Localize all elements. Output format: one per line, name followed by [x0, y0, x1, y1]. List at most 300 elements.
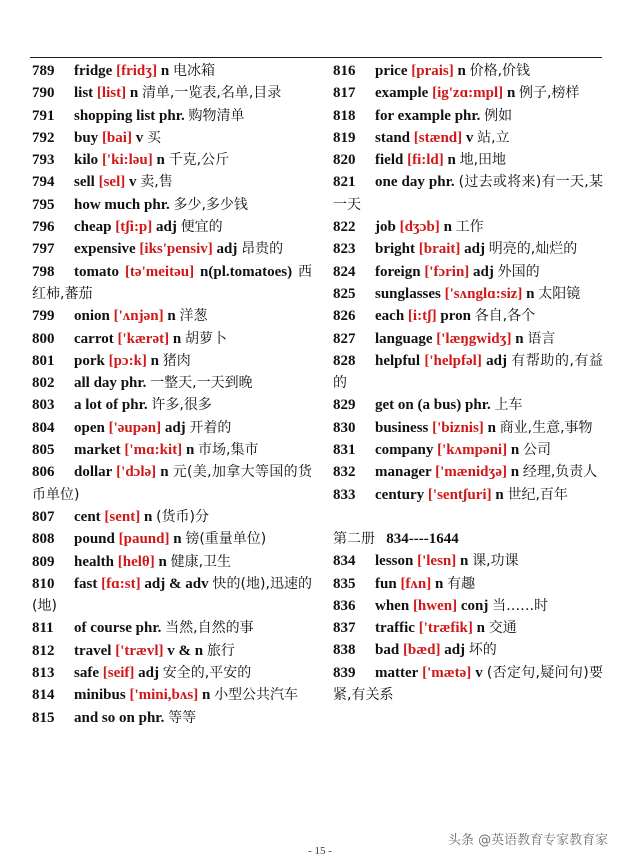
entry-number: 796: [32, 219, 55, 236]
entry-phonetic: ['mini,bʌs]: [129, 687, 199, 704]
entry-number: 818: [333, 107, 356, 124]
entry-meaning: 安全的,平安的: [162, 665, 252, 682]
entry-phonetic: ['lesn]: [417, 553, 457, 570]
entry-pos: n: [160, 63, 170, 79]
entry-word: field: [375, 152, 404, 169]
entry-pos: n: [460, 553, 469, 570]
entry-meaning: 卖,售: [140, 174, 173, 191]
entry-meaning: 等等: [168, 709, 197, 726]
entry-meaning: 镑(重量单位): [185, 531, 267, 548]
entry-number: 814: [32, 687, 55, 704]
entry-meaning: 小型公共汽车: [214, 687, 299, 704]
entry-pos: n: [526, 285, 535, 302]
entry-phonetic: ['mætə]: [422, 664, 472, 681]
vocab-entry: [333, 394, 603, 416]
entry-meaning: (货币)分: [156, 508, 210, 525]
entry-meaning: 各自,各个: [474, 308, 536, 325]
vocab-entry: [32, 528, 312, 550]
entry-word: fun: [375, 575, 397, 592]
entry-meaning: 上车: [494, 397, 523, 414]
entry-phonetic: [fʌn]: [400, 575, 432, 592]
entry-word: cheap: [74, 219, 112, 236]
entry-meaning: 坏的: [468, 642, 497, 659]
entry-word: bright: [375, 241, 416, 258]
entry-word: bad: [375, 642, 400, 659]
entry-word: buy: [74, 129, 99, 146]
entry-word: language: [375, 330, 433, 347]
entry-meaning: 工作: [455, 219, 484, 236]
entry-pos: adj: [164, 419, 186, 436]
entry-phonetic: ['dɔlə]: [116, 464, 157, 481]
entry-number: 799: [32, 308, 55, 325]
entry-phonetic: [iks'pensiv]: [139, 241, 213, 258]
left-column: [32, 60, 312, 729]
entry-number: 827: [333, 330, 356, 347]
entry-meaning: 有趣: [447, 575, 476, 592]
entry-pos: n: [447, 152, 456, 169]
entry-word: century: [375, 486, 425, 503]
entry-word: tomato: [74, 263, 119, 280]
entry-number: 835: [333, 575, 356, 592]
entry-meaning: 电冰箱: [172, 63, 215, 79]
entry-pos: v: [465, 129, 474, 146]
vocab-entry: [32, 684, 312, 706]
entry-word: get on (a bus): [375, 397, 462, 414]
entry-pos: conj: [460, 597, 489, 614]
entry-word: travel: [74, 642, 112, 659]
entry-word: price: [375, 63, 408, 79]
vocab-entry: [32, 60, 312, 82]
entry-phonetic: [dʒɔb]: [399, 219, 440, 236]
entry-word: list: [74, 85, 94, 102]
entry-number: 801: [32, 352, 55, 369]
entry-meaning: 洋葱: [179, 308, 208, 325]
vocab-entry: [333, 105, 603, 127]
vocab-entry: [333, 149, 603, 171]
vocab-entry: [333, 484, 603, 506]
vocab-entry: [333, 417, 603, 439]
entry-phonetic: [stænd]: [413, 129, 463, 146]
watermark: 头条 @英语教育专家教育家: [448, 833, 609, 848]
entry-word: sunglasses: [375, 285, 441, 302]
vocab-entry: [32, 238, 312, 260]
entry-phonetic: [bai]: [101, 129, 132, 146]
vocab-entry: [333, 216, 603, 238]
entry-phonetic: ['trævl]: [115, 642, 164, 659]
entry-meaning: (否定句,疑问句)要紧,有关系: [333, 664, 604, 704]
entry-word: fridge: [74, 63, 113, 79]
entry-word: and so on: [74, 709, 135, 726]
entry-pos: n: [173, 531, 182, 548]
entry-phonetic: [bæd]: [402, 642, 441, 659]
entry-word: kilo: [74, 152, 99, 169]
entry-meaning: 便宜的: [180, 219, 223, 236]
right-column: [333, 60, 603, 706]
vocab-entry: [32, 640, 312, 662]
entry-pos: adj & adv: [144, 575, 209, 592]
entry-meaning: 外国的: [497, 263, 540, 280]
entry-number: 810: [32, 575, 55, 592]
entry-pos: n: [160, 464, 169, 481]
entry-meaning: 买: [146, 129, 161, 146]
vocab-entry: [32, 506, 312, 528]
entry-number: 789: [32, 63, 55, 79]
vocab-entry: [32, 394, 312, 416]
entry-meaning: 当……时: [492, 597, 549, 614]
vocab-entry: [333, 127, 603, 149]
entry-word: safe: [74, 665, 99, 682]
entry-number: 807: [32, 508, 55, 525]
entry-pos: n: [156, 152, 165, 169]
vocab-entry: [32, 350, 312, 372]
vocab-entry: [32, 707, 312, 729]
entry-meaning: 胡萝卜: [184, 330, 227, 347]
entry-number: 815: [32, 709, 55, 726]
entry-word: one day: [375, 174, 425, 191]
entry-word: carrot: [74, 330, 114, 347]
entry-number: 794: [32, 174, 55, 191]
entry-word: minibus: [74, 687, 126, 704]
entry-phonetic: [sel]: [98, 174, 126, 191]
vocab-entry: [333, 461, 603, 483]
vocab-entry: [32, 261, 312, 306]
entry-pos: phr.: [121, 397, 148, 414]
entry-number: 823: [333, 241, 356, 258]
entry-phonetic: [ig'zɑ:mpl]: [432, 85, 504, 102]
entry-pos: n: [201, 687, 211, 704]
entry-word: traffic: [375, 620, 415, 637]
entry-meaning: 交通: [488, 620, 517, 637]
entry-number: 833: [333, 486, 356, 503]
entry-phonetic: ['kʌmpəni]: [437, 442, 508, 459]
section-range: 834----1644: [386, 530, 459, 547]
entry-number: 790: [32, 85, 55, 102]
entry-meaning: 当然,自然的事: [165, 620, 254, 637]
entry-number: 828: [333, 352, 356, 369]
entry-word: onion: [74, 308, 110, 325]
vocab-entry: [333, 550, 603, 572]
entry-pos: n: [510, 464, 520, 481]
vocab-entry: [333, 573, 603, 595]
entry-number: 839: [333, 664, 356, 681]
entry-word: cent: [74, 508, 101, 525]
entry-meaning: 健康,卫生: [170, 553, 232, 570]
entry-number: 838: [333, 642, 356, 659]
entry-meaning: 价格,价钱: [469, 63, 531, 79]
entry-word: all day: [74, 375, 117, 392]
entry-pos: phr.: [120, 375, 147, 392]
entry-meaning: 太阳镜: [538, 285, 581, 302]
entry-word: how much: [74, 196, 141, 213]
entry-pos: n: [435, 575, 444, 592]
entry-phonetic: [sent]: [104, 508, 141, 525]
entry-pos: n(pl.tomatoes): [200, 263, 293, 280]
vocab-entry: [333, 328, 603, 350]
entry-phonetic: ['helpfəl]: [424, 352, 482, 369]
right-entries-a: [333, 60, 603, 506]
entry-number: 819: [333, 129, 356, 146]
entry-phonetic: [paund]: [118, 531, 170, 548]
entry-phonetic: [seif]: [102, 665, 135, 682]
entry-pos: n: [457, 63, 466, 79]
entry-pos: n: [515, 330, 524, 347]
entry-word: stand: [375, 129, 411, 146]
section-title: 第二册: [333, 530, 375, 547]
entry-word: business: [375, 419, 429, 436]
entry-number: 805: [32, 442, 55, 459]
entry-number: 804: [32, 419, 55, 436]
entry-meaning: 地,田地: [459, 152, 507, 169]
entry-number: 832: [333, 464, 356, 481]
vocab-entry: [333, 662, 603, 707]
entry-meaning: 元(美,加拿大等国的货币单位): [32, 464, 313, 503]
section-gap: [333, 506, 603, 528]
entry-pos: phr.: [135, 620, 162, 637]
entry-phonetic: [i:tʃ]: [407, 308, 437, 325]
entry-phonetic: ['sʌnglɑ:siz]: [444, 285, 523, 302]
entry-pos: phr.: [465, 397, 491, 414]
entry-pos: n: [185, 442, 195, 459]
vocab-entry: [333, 617, 603, 639]
entry-pos: n: [167, 308, 176, 325]
entry-pos: adj: [464, 241, 486, 258]
vocab-entry: [32, 439, 312, 461]
entry-word: a lot of: [74, 397, 119, 414]
entry-pos: n: [158, 553, 167, 570]
entry-number: 836: [333, 597, 356, 614]
vocab-entry: [333, 82, 603, 104]
entry-pos: n: [443, 219, 452, 236]
entry-number: 820: [333, 152, 356, 169]
entry-meaning: 旅行: [206, 642, 235, 659]
section-heading: [333, 528, 603, 550]
entry-meaning: 公司: [522, 442, 551, 459]
entry-meaning: 经理,负责人: [522, 464, 598, 481]
entry-number: 798: [32, 263, 55, 280]
vocab-entry: [333, 639, 603, 661]
entry-word: pork: [74, 352, 105, 369]
entry-phonetic: ['fɔrin]: [424, 263, 470, 280]
entry-meaning: 多少,多少钱: [173, 196, 248, 213]
entry-word: expensive: [74, 241, 136, 258]
entry-number: 811: [32, 620, 54, 637]
entry-pos: n: [172, 330, 182, 347]
entry-pos: adj: [156, 219, 177, 236]
entry-pos: adj: [473, 263, 494, 280]
entry-pos: v: [135, 129, 144, 146]
entry-number: 797: [32, 241, 55, 258]
entry-word: manager: [375, 464, 432, 481]
entry-number: 822: [333, 219, 356, 236]
entry-number: 829: [333, 397, 356, 414]
entry-number: 826: [333, 308, 356, 325]
entry-number: 800: [32, 330, 55, 347]
entry-meaning: 商业,生意,事物: [499, 419, 593, 436]
entry-phonetic: ['mɑ:kit]: [124, 442, 183, 459]
entry-phonetic: [pɔ:k]: [108, 352, 147, 369]
entry-word: matter: [375, 664, 419, 681]
entry-phonetic: ['kærət]: [117, 330, 170, 347]
entry-word: job: [375, 219, 396, 236]
entry-number: 825: [333, 285, 356, 302]
entry-number: 792: [32, 129, 55, 146]
entry-number: 830: [333, 419, 356, 436]
entry-number: 802: [32, 375, 55, 392]
entry-meaning: 猪肉: [162, 352, 191, 369]
entry-meaning: 例如: [484, 107, 513, 124]
entry-meaning: 清单,一览表,名单,目录: [141, 85, 282, 102]
entry-phonetic: [brait]: [418, 241, 461, 258]
entry-word: dollar: [74, 464, 113, 481]
right-entries-b: [333, 550, 603, 706]
entry-number: 824: [333, 263, 356, 280]
entry-number: 812: [32, 642, 55, 659]
entry-word: company: [375, 442, 434, 459]
entry-meaning: 市场,集市: [198, 442, 259, 459]
entry-number: 809: [32, 553, 55, 570]
vocab-entry: [32, 171, 312, 193]
entry-pos: phr.: [144, 196, 170, 213]
entry-number: 806: [32, 464, 55, 481]
vocab-entry: [333, 283, 603, 305]
vocab-entry: [32, 105, 312, 127]
entry-meaning: 例子,榜样: [519, 85, 580, 102]
entry-number: 821: [333, 174, 356, 191]
entry-number: 808: [32, 531, 55, 548]
entry-meaning: 昂贵的: [241, 241, 284, 258]
entry-phonetic: [tʃi:p]: [115, 219, 153, 236]
entry-meaning: 课,功课: [472, 553, 519, 570]
vocab-entry: [333, 350, 603, 395]
top-rule: [30, 57, 602, 58]
entry-pos: pron: [440, 308, 471, 325]
entry-word: fast: [74, 575, 98, 592]
entry-word: pound: [74, 531, 115, 548]
entry-meaning: 语言: [527, 330, 556, 347]
entry-number: 791: [32, 107, 55, 124]
entry-meaning: 快的(地),迅速的(地): [32, 575, 313, 615]
entry-phonetic: ['sentʃuri]: [427, 486, 492, 503]
vocab-entry: [32, 372, 312, 394]
entry-phonetic: [helθ]: [117, 553, 155, 570]
entry-pos: n: [487, 419, 496, 436]
entry-word: health: [74, 553, 115, 570]
vocab-entry: [32, 461, 312, 506]
entry-number: 793: [32, 152, 55, 169]
entry-pos: v: [475, 664, 483, 681]
entry-word: helpful: [375, 352, 421, 369]
entry-pos: n: [143, 508, 153, 525]
entry-word: open: [74, 419, 105, 436]
entry-number: 813: [32, 665, 55, 682]
entry-word: when: [375, 597, 410, 614]
entry-number: 831: [333, 442, 356, 459]
entry-word: example: [375, 85, 429, 102]
entry-number: 817: [333, 85, 356, 102]
entry-phonetic: [prais]: [411, 63, 454, 79]
entry-phonetic: ['biznis]: [432, 419, 484, 436]
vocab-entry: [333, 305, 603, 327]
entry-meaning: 一整天,一天到晚: [150, 375, 253, 392]
vocab-entry: [32, 328, 312, 350]
entry-pos: v & n: [167, 642, 204, 659]
entry-word: market: [74, 442, 121, 459]
vocab-entry: [32, 573, 312, 618]
vocab-entry: [333, 60, 603, 82]
vocab-entry: [333, 595, 603, 617]
entry-phonetic: ['træfik]: [418, 620, 473, 637]
entry-pos: adj: [444, 642, 466, 659]
vocab-entry: [333, 261, 603, 283]
entry-word: sell: [74, 174, 95, 191]
entry-pos: phr.: [159, 107, 185, 124]
vocab-entry: [32, 551, 312, 573]
entry-meaning: 购物清单: [188, 107, 245, 124]
entry-number: 816: [333, 63, 356, 79]
entry-pos: n: [150, 352, 160, 369]
entry-pos: adj: [138, 665, 159, 682]
entry-meaning: 西红柿,蕃茄: [32, 263, 313, 302]
entry-word: shopping list: [74, 107, 156, 124]
entry-number: 834: [333, 553, 356, 570]
entry-meaning: 有帮助的,有益的: [333, 352, 604, 392]
vocab-entry: [32, 82, 312, 104]
entry-pos: n: [510, 442, 520, 459]
entry-number: 837: [333, 620, 356, 637]
entry-phonetic: [hwen]: [412, 597, 458, 614]
entry-pos: n: [506, 85, 516, 102]
entry-number: 795: [32, 196, 55, 213]
entry-phonetic: ['mænidʒə]: [435, 464, 508, 481]
entry-meaning: 站,立: [477, 129, 510, 146]
vocab-entry: [333, 439, 603, 461]
entry-word: each: [375, 308, 405, 325]
entry-phonetic: ['ki:ləu]: [101, 152, 153, 169]
page-number: - 15 -: [308, 845, 332, 857]
entry-number: 803: [32, 397, 55, 414]
entry-pos: phr.: [138, 709, 165, 726]
vocab-entry: [32, 194, 312, 216]
vocab-entry: [32, 617, 312, 639]
vocab-entry: [32, 149, 312, 171]
entry-phonetic: ['əupən]: [108, 419, 162, 436]
vocab-entry: [333, 171, 603, 216]
entry-meaning: 开着的: [189, 419, 232, 436]
entry-meaning: 世纪,百年: [507, 486, 568, 503]
entry-pos: adj: [216, 241, 238, 258]
entry-phonetic: ['ʌnjən]: [113, 308, 164, 325]
entry-pos: phr.: [454, 107, 481, 124]
entry-phonetic: [fɑ:st]: [101, 575, 141, 592]
entry-meaning: 许多,很多: [151, 397, 212, 414]
vocab-entry: [32, 417, 312, 439]
entry-phonetic: [list]: [96, 85, 127, 102]
entry-meaning: 千克,公斤: [168, 152, 230, 169]
entry-meaning: (过去或将来)有一天,某一天: [333, 174, 604, 213]
entry-phonetic: [fi:ld]: [407, 152, 444, 169]
entry-pos: adj: [486, 352, 507, 369]
entry-meaning: 明亮的,灿烂的: [488, 241, 578, 258]
entry-pos: phr.: [428, 174, 455, 191]
vocab-entry: [32, 662, 312, 684]
entry-word: of course: [74, 620, 132, 637]
entry-pos: n: [129, 85, 139, 102]
entry-word: lesson: [375, 553, 414, 570]
vocab-entry: [32, 216, 312, 238]
entry-phonetic: [tə'meitəu]: [124, 263, 195, 280]
entry-word: foreign: [375, 263, 421, 280]
entry-phonetic: ['læŋgwidʒ]: [436, 330, 512, 347]
